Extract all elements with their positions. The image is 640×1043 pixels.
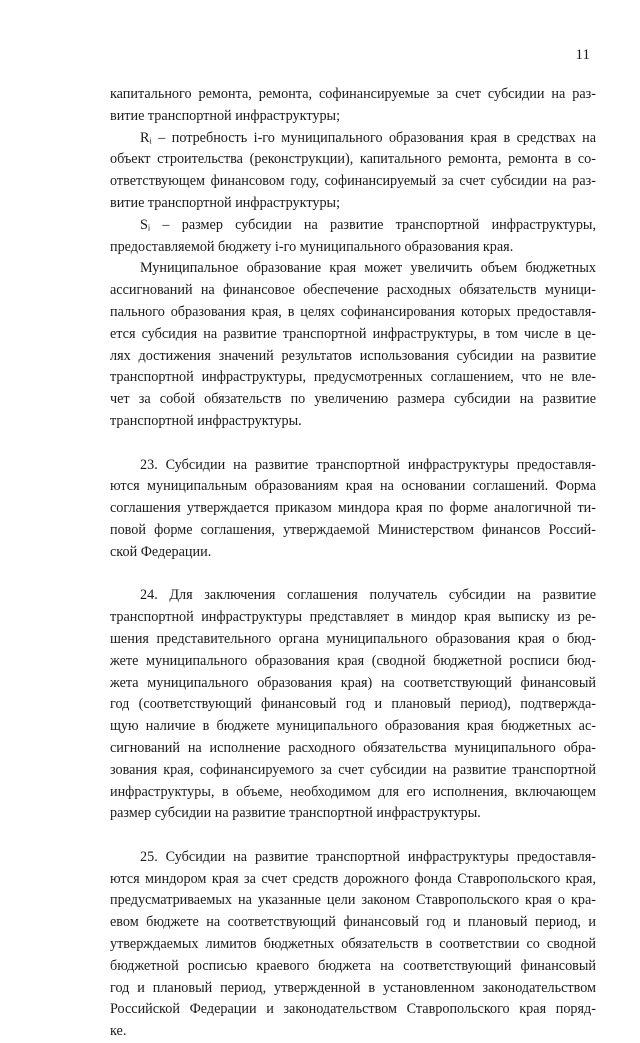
text-line: сигнований на исполнение расходного обязательства муниципального обра- — [110, 739, 596, 756]
text-line: чет за собой обязательств по увеличению размера субсидии на развитие — [110, 391, 596, 408]
text-line: соглашения утверждается приказом миндора края по форме аналогичной ти- — [110, 500, 596, 517]
text-line: 24. Для заключения соглашения получатель субсидии на развитие — [140, 587, 596, 604]
text-line: евом бюджете на соответствующий финансовый год и плановый период, и — [110, 914, 596, 931]
text-line: шения представительного органа муниципального образования края о бюд- — [110, 630, 596, 647]
text-line: ассигнований на финансовое обеспечение расходных обязательств муници- — [110, 282, 596, 299]
paragraph-gap — [110, 825, 596, 847]
text-line: ской Федерации. — [110, 543, 212, 560]
text-line: ке. — [110, 1023, 127, 1040]
text-line: транспортной инфраструктуры, предусмотренных соглашением, что не вле- — [110, 369, 596, 386]
text-line: инфраструктуры, в объеме, необходимом для его исполнения, включающем — [110, 783, 596, 800]
text-line: лях достижения значений результатов использования субсидии на развитие — [110, 347, 596, 364]
text-line: Российской Федерации и законодательством Ставропольского края поряд- — [110, 1001, 596, 1018]
text-line: повой форме соглашения, утверждаемой Министерством финансов Россий- — [110, 521, 596, 538]
text-line: 25. Субсидии на развитие транспортной инфраструктуры предоставля- — [140, 848, 596, 865]
text-line: щую наличие в бюджете муниципального образования края бюджетных ас- — [110, 718, 596, 735]
paragraph-gap — [110, 433, 596, 455]
text-line: Муниципальное образование края может увеличить объем бюджетных — [140, 260, 596, 277]
text-line: жете муниципального образования края (сводной бюджетной росписи бюд- — [110, 652, 596, 669]
text-line: 23. Субсидии на развитие транспортной инфраструктуры предоставля- — [140, 456, 596, 473]
text-line: транспортной инфраструктуры представляет в миндор края выписку из ре- — [110, 609, 596, 626]
text-line: ется субсидия на развитие транспортной инфраструктуры, в том числе в це- — [110, 325, 596, 342]
text-line: зования края, софинансируемого за счет субсидии на развитие транспортной — [110, 761, 596, 778]
text-line: год и плановый период, утвержденной в установленном законодательством — [110, 979, 596, 996]
body-text — [110, 84, 596, 1043]
text-line: ются муниципальным образованиям края на основании соглашений. Форма — [110, 478, 596, 495]
text-line: бюджетной росписью краевого бюджета на соответствующий финансовый — [110, 957, 596, 974]
text-line: витие транспортной инфраструктуры; — [110, 107, 341, 124]
text-line: ответствующем финансовом году, софинансируемый за счет субсидии на раз- — [110, 173, 596, 190]
text-line: витие транспортной инфраструктуры; — [110, 194, 341, 211]
text-line: год (соответствующий финансовый год и плановый период), подтвержда- — [110, 696, 596, 713]
page-number: 11 — [575, 47, 590, 63]
text-line: объект строительства (реконструкции), капитального ремонта, ремонта в со- — [110, 151, 596, 168]
text-line: утверждаемых лимитов бюджетных обязательств в соответствии со сводной — [110, 936, 596, 953]
text-line: жета муниципального образования края) на соответствующий финансовый — [110, 674, 596, 691]
paragraph-gap — [110, 564, 596, 586]
text-line: предоставляемой бюджету i-го муниципального образования края. — [110, 238, 514, 255]
text-line: размер субсидии на развитие транспортной инфраструктуры. — [110, 805, 481, 822]
text-line: пального образования края, в целях софинансирования которых предоставля- — [110, 303, 596, 320]
text-line: Sᵢ – размер субсидии на развитие транспортной инфраструктуры, — [140, 216, 596, 233]
text-line: ются миндором края за счет средств дорожного фонда Ставропольского края, — [110, 870, 596, 887]
text-line: транспортной инфраструктуры. — [110, 412, 302, 429]
text-line: предусматриваемых на указанные цели законом Ставропольского края о кра- — [110, 892, 596, 909]
text-line: Rᵢ – потребность i-го муниципального образования края в средствах на — [140, 129, 596, 146]
text-line: капитального ремонта, ремонта, софинансируемые за счет субсидии на раз- — [110, 86, 596, 102]
